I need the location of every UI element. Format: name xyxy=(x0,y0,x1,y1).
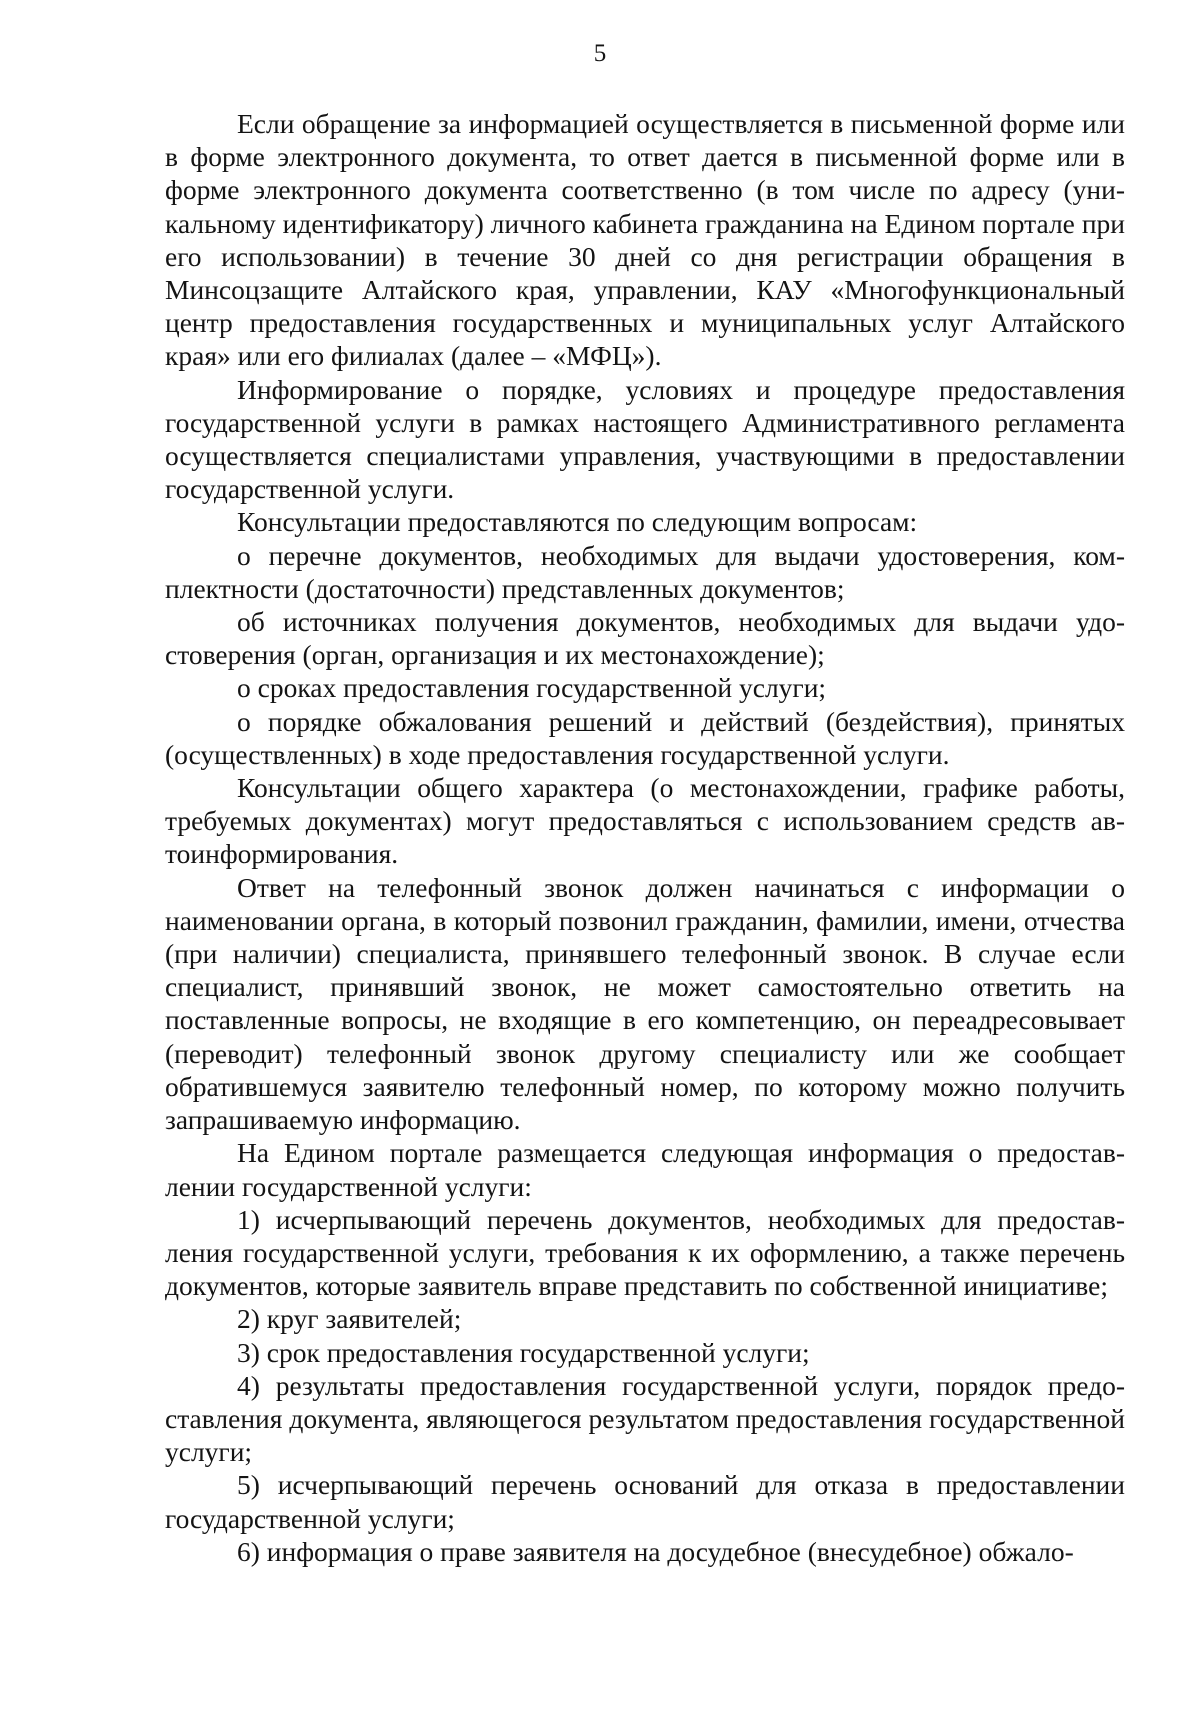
paragraph-written-response: Если обращение за информацией осуществляется в письменной форме или в форме электронного документа, то ответ дается в письменной форме или в форме электронного документа соответственно (в том числе по адресу (уникальному идентификатору) личного кабинета гражданина на Едином портале при его использовании) в течение 30 дней со дня регистрации обращения в Минсоцзащите Алтайского края, управлении, КАУ «Многофункциональный центр предоставления государственных и муниципальных услуг Алтайского края» или его филиалах (далее – «МФЦ»). xyxy=(165,108,1125,372)
list-item-1: 1) исчерпывающий перечень документов, необходимых для предоставления государственной услуги, требования к их оформлению, а также перечень документов, которые заявитель вправе представить по собственной инициативе; xyxy=(165,1203,1125,1302)
paragraph-phone-response: Ответ на телефонный звонок должен начинаться с информации о наименовании органа, в который позвонил гражданин, фамилии, имени, отчества (при наличии) специалиста, принявшего телефонный звонок. В случае если специалист, принявший звонок, не может самостоятельно ответить на поставленные вопросы, не входящие в его компетенцию, он переадресовывает (переводит) телефонный звонок другому специалисту или же сообщает обратившемуся заявителю телефонный номер, по которому можно получить запрашиваемую информацию. xyxy=(165,871,1125,1136)
list-item-5: 5) исчерпывающий перечень оснований для отказа в предоставлении государственной услуги; xyxy=(165,1469,1125,1534)
list-item-service-terms: о сроках предоставления государственной услуги; xyxy=(237,672,827,704)
list-item-appeal-procedure: о порядке обжалования решений и действий (бездействия), принятых (осуществленных) в ходе предоставления государственной услуги. xyxy=(165,705,1125,770)
list-item-documents-list: о перечне документов, необходимых для выдачи удостоверения, комплектности (достаточности) представленных документов; xyxy=(165,539,1125,604)
list-item-document-sources: об источниках получения документов, необходимых для выдачи удостоверения (орган, организация и их местонахождение); xyxy=(165,606,1125,671)
document-body xyxy=(165,107,1125,1568)
list-item-4: 4) результаты предоставления государственной услуги, порядок предоставления документа, являющегося результатом предоставления государственной услуги; xyxy=(165,1369,1125,1468)
paragraph-consultation-topics: Консультации предоставляются по следующим вопросам: xyxy=(237,506,918,538)
paragraph-informing: Информирование о порядке, условиях и процедуре предоставления государственной услуги в рамках настоящего Административного регламента осуществляется специалистами управления, участвующими в предоставлении государственной услуги. xyxy=(165,373,1125,505)
paragraph-general-consultations: Консультации общего характера (о местонахождении, графике работы, требуемых документах) могут предоставляться с использованием средств автоинформирования. xyxy=(165,772,1125,870)
list-item-2: 2) круг заявителей; xyxy=(237,1303,462,1335)
page-number: 5 xyxy=(593,40,607,67)
list-item-3: 3) срок предоставления государственной услуги; xyxy=(237,1336,810,1368)
list-item-6: 6) информация о праве заявителя на досудебное (внесудебное) обжало- xyxy=(237,1535,1074,1567)
paragraph-portal-info: На Едином портале размещается следующая информация о предоставлении государственной услуги: xyxy=(165,1137,1125,1202)
